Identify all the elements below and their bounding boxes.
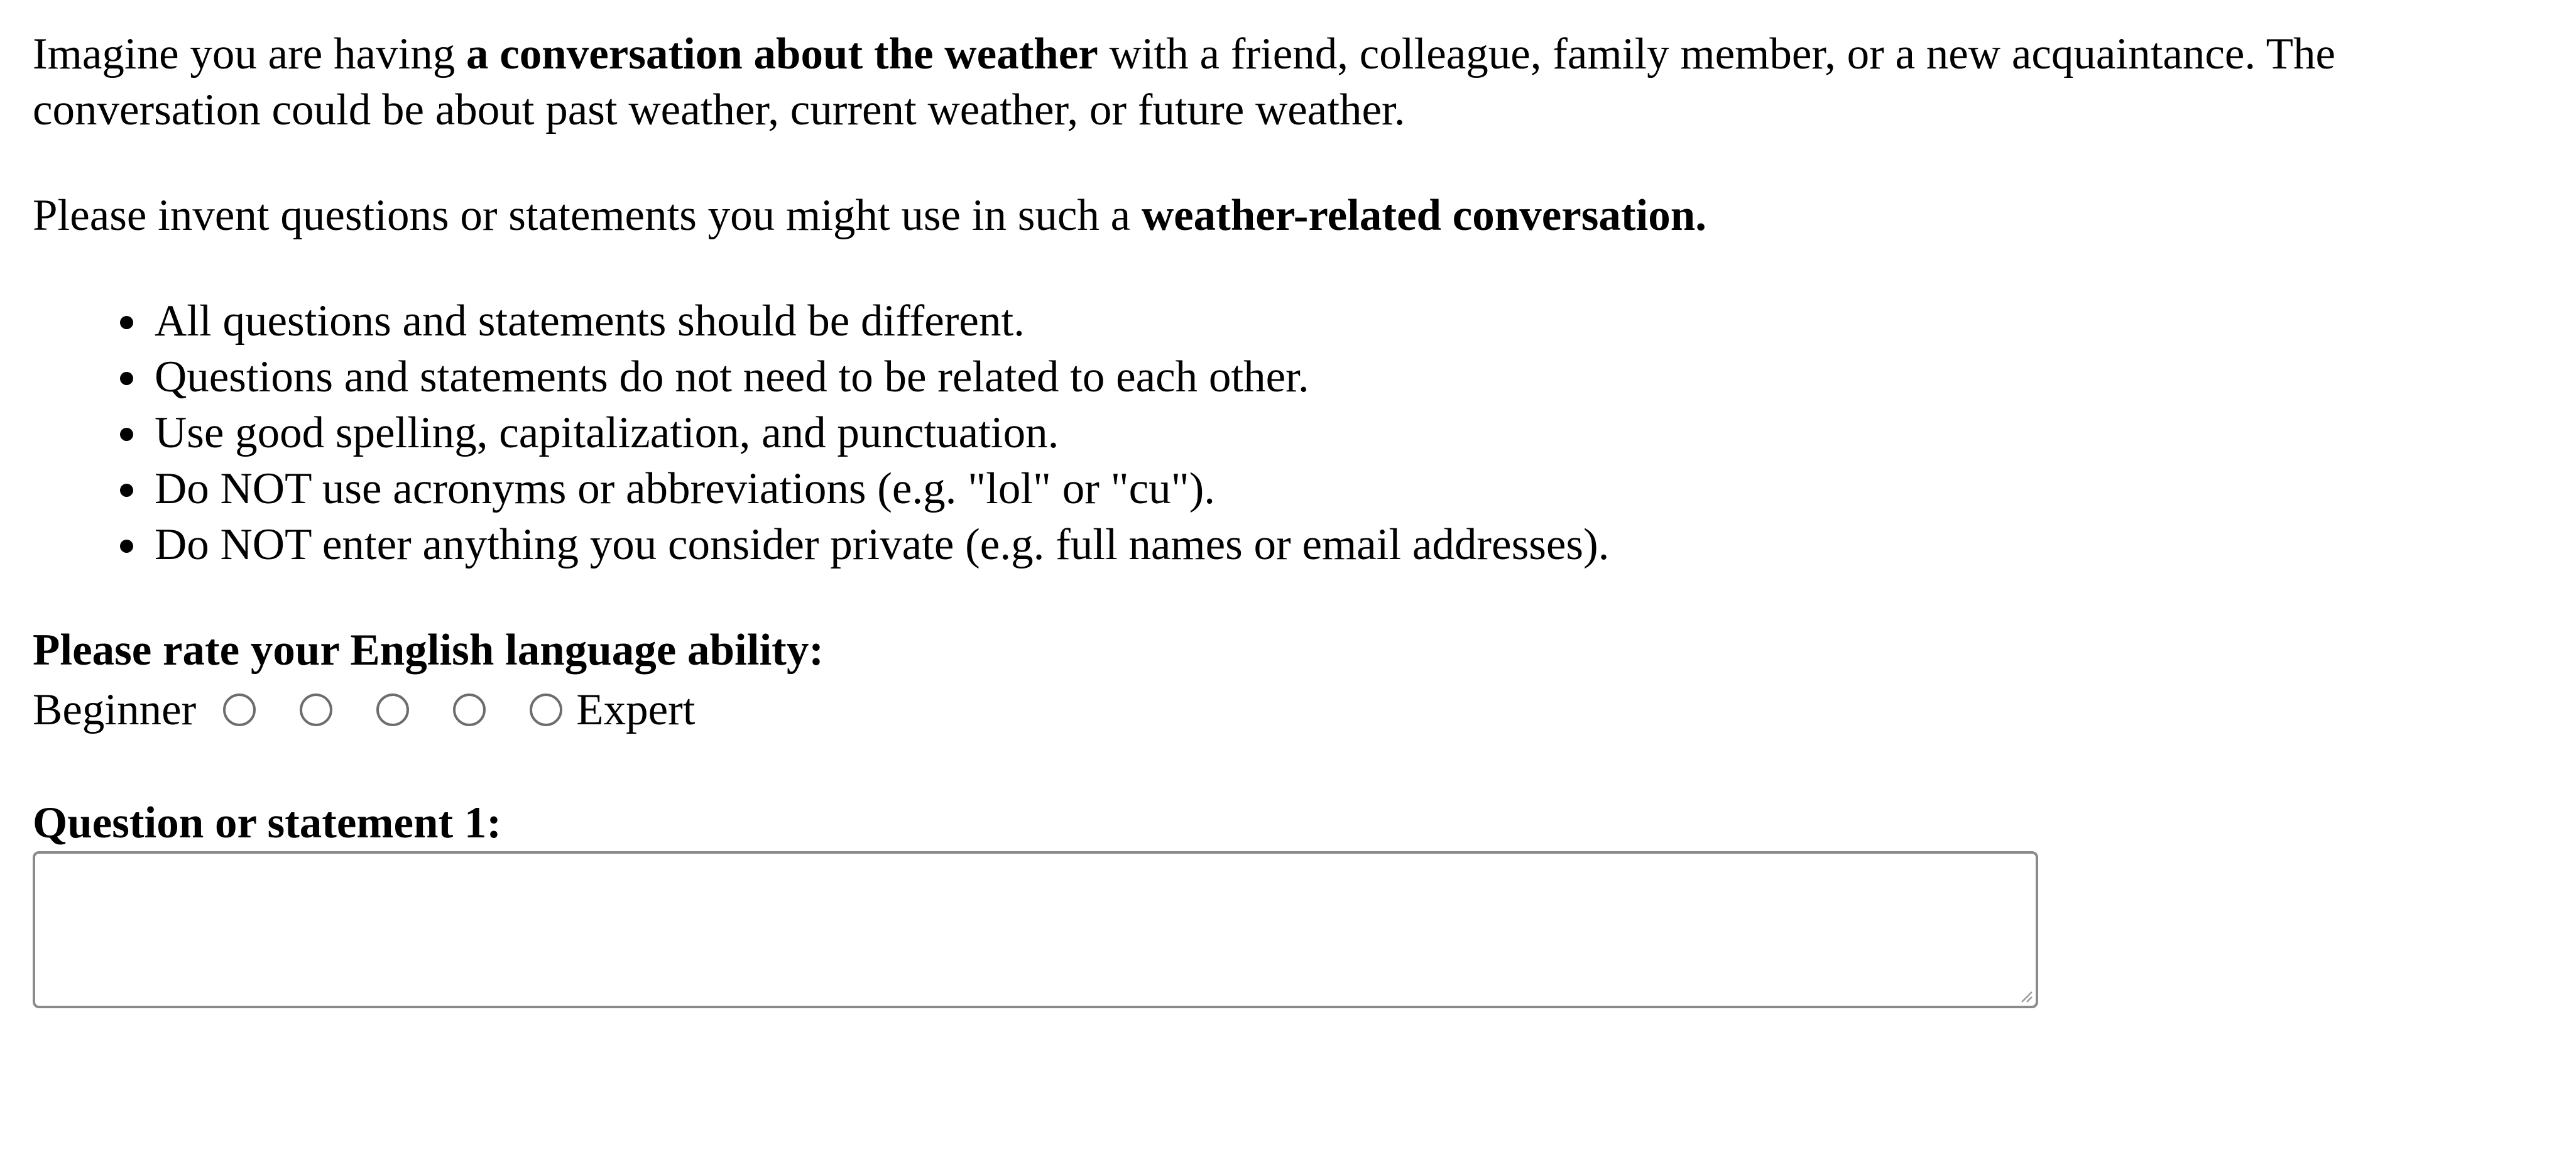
resize-grip-icon[interactable]: [2018, 988, 2033, 1003]
bullet-icon: [120, 540, 133, 553]
list-item: [155, 349, 2543, 405]
bullet-icon: [120, 428, 133, 441]
rules-list: [33, 293, 2543, 573]
prompt-paragraph: [33, 188, 2543, 244]
rule-text: Questions and statements do not need to be related to each other.: [155, 352, 1309, 401]
bullet-icon: [120, 316, 133, 329]
rule-text: Use good spelling, capitalization, and punctuation.: [155, 408, 1059, 457]
intro-text-end: with a friend, colleague, family member, or a new acquaintance. The conversation could be about past weather, current weather, or future weather.: [33, 30, 2335, 134]
rating-min-label: Beginner: [33, 685, 197, 734]
rule-text: Do NOT enter anything you consider private (e.g. full names or email addresses).: [155, 520, 1610, 569]
question-textarea[interactable]: [33, 851, 2038, 1008]
bullet-icon: [120, 484, 133, 497]
rating-title: Please rate your English language ability:: [33, 626, 824, 675]
list-item: [155, 405, 2543, 461]
rating-radio-5[interactable]: [530, 694, 562, 726]
rating-max-label: Expert: [576, 685, 696, 734]
rating-scale: [33, 678, 2543, 741]
rating-radio-4[interactable]: [453, 694, 486, 726]
rule-text: All questions and statements should be different.: [155, 297, 1025, 346]
list-item: [155, 293, 2543, 349]
intro-paragraph: [33, 26, 2574, 138]
rule-text: Do NOT use acronyms or abbreviations (e.g. "lol" or "cu").: [155, 464, 1216, 513]
rating-radio-2[interactable]: [300, 694, 332, 726]
rating-radio-1[interactable]: [223, 694, 256, 726]
bullet-icon: [120, 372, 133, 385]
list-item: [155, 517, 2543, 573]
rating-radio-group: [223, 694, 562, 726]
rating-radio-3[interactable]: [376, 694, 409, 726]
list-item: [155, 461, 2543, 517]
intro-emphasis: a conversation about the weather: [466, 30, 1098, 79]
prompt-emphasis: weather-related conversation.: [1141, 191, 1706, 240]
prompt-text: Please invent questions or statements you might use in such a: [33, 191, 1142, 240]
question-label: Question or statement 1:: [33, 798, 502, 847]
intro-text-start: Imagine you are having: [33, 30, 467, 79]
